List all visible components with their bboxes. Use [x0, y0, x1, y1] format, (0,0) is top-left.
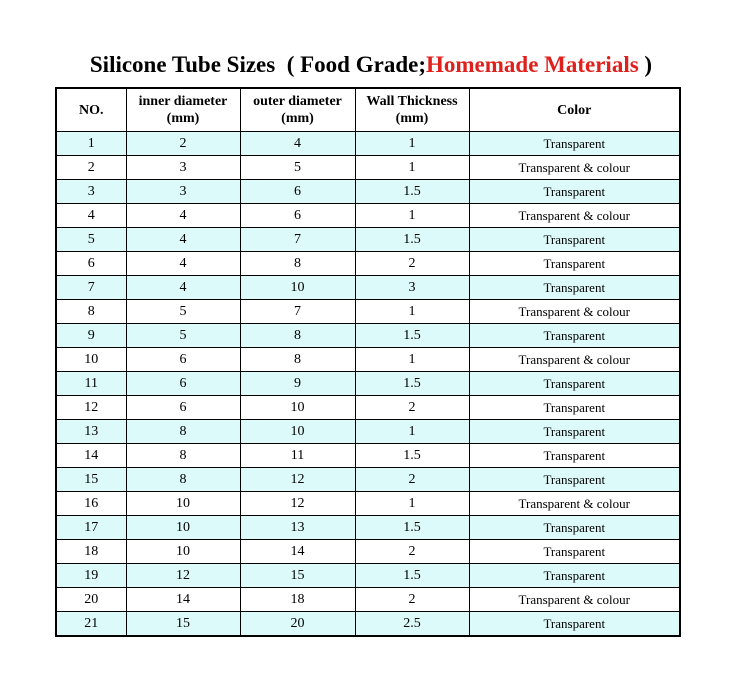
cell-color: Transparent [469, 180, 680, 204]
title-suffix: ) [644, 52, 653, 77]
cell-wall-thickness: 1 [355, 132, 469, 156]
cell-wall-thickness: 1.5 [355, 444, 469, 468]
table-header-row [56, 88, 680, 132]
cell-inner-diameter: 6 [126, 372, 240, 396]
cell-inner-diameter: 8 [126, 420, 240, 444]
table-row [56, 204, 680, 228]
cell-no: 15 [56, 468, 126, 492]
header-inner-diameter-label: inner diameter [138, 94, 228, 109]
cell-color: Transparent [469, 372, 680, 396]
cell-color: Transparent [469, 324, 680, 348]
cell-color: Transparent & colour [469, 588, 680, 612]
cell-no: 2 [56, 156, 126, 180]
cell-wall-thickness: 1.5 [355, 180, 469, 204]
cell-inner-diameter: 15 [126, 612, 240, 637]
cell-inner-diameter: 3 [126, 156, 240, 180]
cell-color: Transparent [469, 132, 680, 156]
cell-outer-diameter: 13 [240, 516, 355, 540]
cell-inner-diameter: 10 [126, 540, 240, 564]
cell-color: Transparent [469, 276, 680, 300]
cell-color: Transparent [469, 420, 680, 444]
cell-no: 9 [56, 324, 126, 348]
header-no-label: NO. [79, 102, 104, 118]
header-inner-diameter-unit: (mm) [166, 111, 200, 126]
cell-color: Transparent [469, 252, 680, 276]
header-wall-thickness-label: Wall Thickness [366, 94, 458, 109]
cell-no: 6 [56, 252, 126, 276]
table-row [56, 468, 680, 492]
cell-wall-thickness: 1 [355, 492, 469, 516]
cell-no: 19 [56, 564, 126, 588]
header-wall-thickness [355, 88, 469, 132]
cell-outer-diameter: 7 [240, 300, 355, 324]
table-row [56, 612, 680, 637]
cell-inner-diameter: 5 [126, 324, 240, 348]
cell-no: 17 [56, 516, 126, 540]
cell-color: Transparent & colour [469, 156, 680, 180]
header-wall-thickness-unit: (mm) [395, 111, 429, 126]
cell-outer-diameter: 7 [240, 228, 355, 252]
table-row [56, 324, 680, 348]
cell-inner-diameter: 2 [126, 132, 240, 156]
cell-no: 5 [56, 228, 126, 252]
cell-inner-diameter: 6 [126, 348, 240, 372]
cell-no: 4 [56, 204, 126, 228]
cell-inner-diameter: 6 [126, 396, 240, 420]
cell-color: Transparent [469, 396, 680, 420]
cell-inner-diameter: 12 [126, 564, 240, 588]
table-row [56, 228, 680, 252]
cell-wall-thickness: 1.5 [355, 228, 469, 252]
cell-color: Transparent & colour [469, 204, 680, 228]
cell-outer-diameter: 8 [240, 252, 355, 276]
cell-wall-thickness: 1 [355, 156, 469, 180]
cell-wall-thickness: 1.5 [355, 564, 469, 588]
title-middle: ( Food Grade; [286, 52, 426, 77]
cell-outer-diameter: 6 [240, 180, 355, 204]
table-row [56, 300, 680, 324]
cell-no: 11 [56, 372, 126, 396]
cell-inner-diameter: 10 [126, 492, 240, 516]
cell-wall-thickness: 1.5 [355, 516, 469, 540]
cell-color: Transparent & colour [469, 348, 680, 372]
table-row [56, 540, 680, 564]
cell-color: Transparent [469, 612, 680, 637]
cell-color: Transparent [469, 516, 680, 540]
page-title [0, 50, 742, 80]
cell-color: Transparent [469, 564, 680, 588]
cell-color: Transparent [469, 444, 680, 468]
cell-wall-thickness: 1 [355, 204, 469, 228]
cell-wall-thickness: 1 [355, 300, 469, 324]
cell-inner-diameter: 8 [126, 444, 240, 468]
table-row [56, 420, 680, 444]
cell-inner-diameter: 14 [126, 588, 240, 612]
cell-outer-diameter: 15 [240, 564, 355, 588]
cell-outer-diameter: 6 [240, 204, 355, 228]
table-row [56, 180, 680, 204]
table-row [56, 132, 680, 156]
cell-wall-thickness: 1 [355, 420, 469, 444]
cell-no: 20 [56, 588, 126, 612]
cell-wall-thickness: 1.5 [355, 372, 469, 396]
cell-outer-diameter: 4 [240, 132, 355, 156]
cell-color: Transparent & colour [469, 300, 680, 324]
cell-inner-diameter: 3 [126, 180, 240, 204]
header-outer-diameter-unit: (mm) [281, 111, 314, 126]
cell-outer-diameter: 8 [240, 348, 355, 372]
header-outer-diameter-label: outer diameter [253, 94, 342, 109]
cell-outer-diameter: 10 [240, 396, 355, 420]
cell-outer-diameter: 12 [240, 468, 355, 492]
table-row [56, 444, 680, 468]
cell-wall-thickness: 3 [355, 276, 469, 300]
cell-inner-diameter: 8 [126, 468, 240, 492]
table-row [56, 492, 680, 516]
table-row [56, 252, 680, 276]
cell-wall-thickness: 2 [355, 588, 469, 612]
cell-wall-thickness: 1.5 [355, 324, 469, 348]
table-body [56, 132, 680, 637]
cell-outer-diameter: 12 [240, 492, 355, 516]
cell-outer-diameter: 20 [240, 612, 355, 637]
cell-wall-thickness: 2 [355, 252, 469, 276]
cell-inner-diameter: 4 [126, 228, 240, 252]
cell-outer-diameter: 9 [240, 372, 355, 396]
header-color [469, 88, 680, 132]
cell-no: 13 [56, 420, 126, 444]
cell-wall-thickness: 2 [355, 468, 469, 492]
cell-no: 3 [56, 180, 126, 204]
table-row [56, 156, 680, 180]
cell-outer-diameter: 5 [240, 156, 355, 180]
header-no [56, 88, 126, 132]
cell-inner-diameter: 4 [126, 252, 240, 276]
title-prefix: Silicone Tube Sizes [89, 52, 276, 77]
cell-no: 14 [56, 444, 126, 468]
header-color-label: Color [557, 102, 592, 118]
cell-wall-thickness: 2 [355, 396, 469, 420]
cell-no: 8 [56, 300, 126, 324]
cell-color: Transparent [469, 228, 680, 252]
cell-outer-diameter: 10 [240, 276, 355, 300]
cell-wall-thickness: 1 [355, 348, 469, 372]
table-row [56, 372, 680, 396]
cell-inner-diameter: 5 [126, 300, 240, 324]
cell-no: 7 [56, 276, 126, 300]
cell-color: Transparent [469, 540, 680, 564]
table-row [56, 516, 680, 540]
cell-no: 12 [56, 396, 126, 420]
cell-no: 21 [56, 612, 126, 637]
header-outer-diameter [240, 88, 355, 132]
cell-no: 1 [56, 132, 126, 156]
cell-color: Transparent & colour [469, 492, 680, 516]
title-highlight: Homemade Materials [425, 52, 639, 77]
cell-outer-diameter: 14 [240, 540, 355, 564]
cell-wall-thickness: 2 [355, 540, 469, 564]
tube-sizes-table [55, 87, 681, 637]
cell-outer-diameter: 18 [240, 588, 355, 612]
cell-inner-diameter: 4 [126, 276, 240, 300]
header-inner-diameter [126, 88, 240, 132]
cell-no: 16 [56, 492, 126, 516]
cell-outer-diameter: 8 [240, 324, 355, 348]
table-row [56, 588, 680, 612]
cell-color: Transparent [469, 468, 680, 492]
table-row [56, 276, 680, 300]
cell-no: 10 [56, 348, 126, 372]
cell-wall-thickness: 2.5 [355, 612, 469, 637]
table-row [56, 348, 680, 372]
cell-inner-diameter: 4 [126, 204, 240, 228]
cell-inner-diameter: 10 [126, 516, 240, 540]
table-row [56, 396, 680, 420]
table-row [56, 564, 680, 588]
cell-no: 18 [56, 540, 126, 564]
cell-outer-diameter: 11 [240, 444, 355, 468]
cell-outer-diameter: 10 [240, 420, 355, 444]
